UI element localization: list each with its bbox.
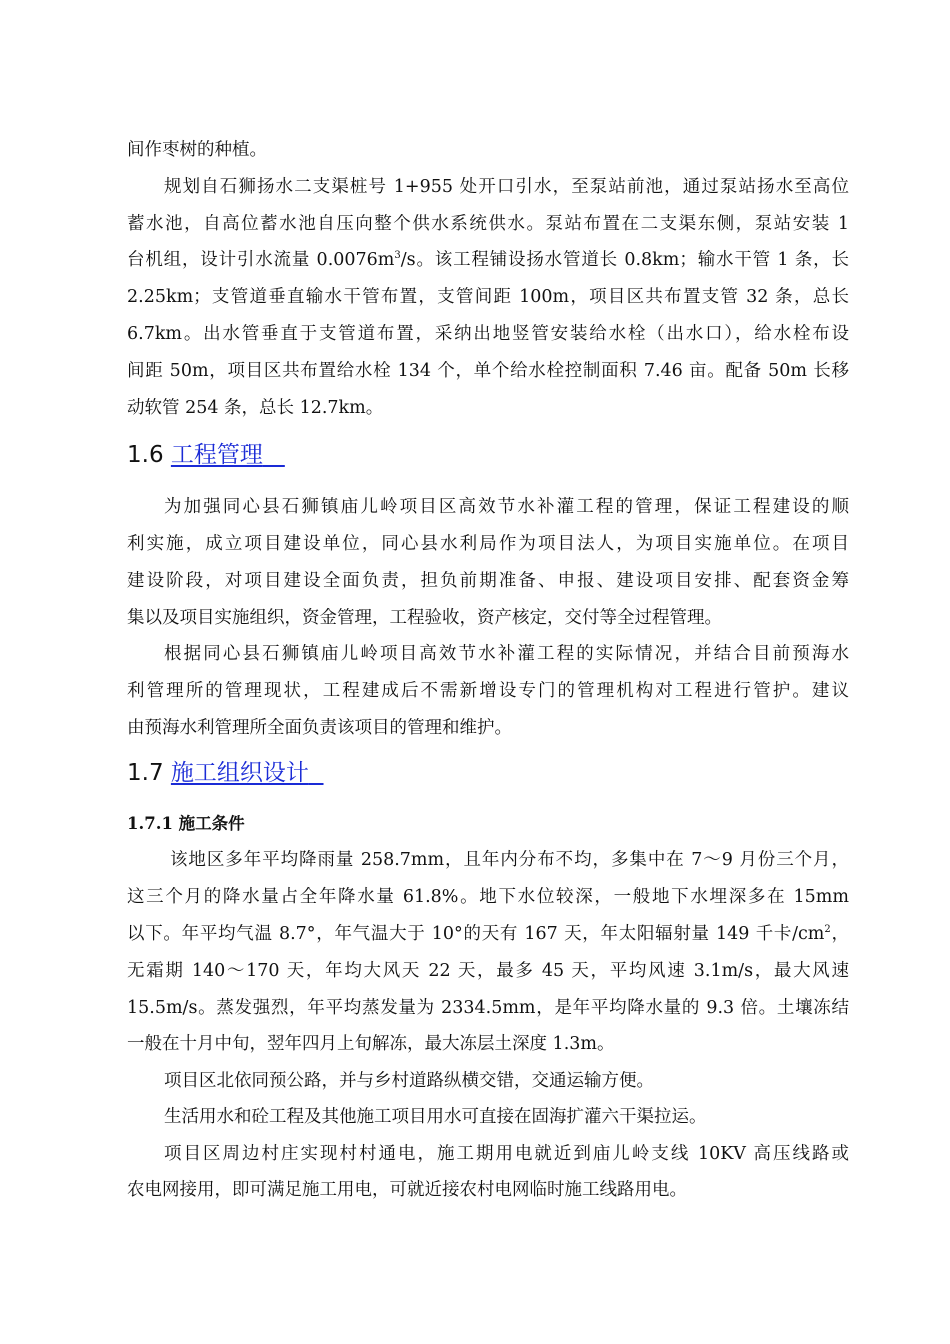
cond-para-line-2: 这三个月的降水量占全年降水量 61.8%。地下水位较深，一般地下水埋深多在 15mm xyxy=(127,887,849,907)
mgmt-para1-line-4: 集以及项目实施组织，资金管理，工程验收，资产核定，交付等全过程管理。 xyxy=(127,608,722,628)
mgmt-para2-line-1: 根据同心县石狮镇庙儿岭项目高效节水补灌工程的实际情况，并结合目前预海水 xyxy=(164,644,849,664)
superscript-3: 3 xyxy=(394,250,401,262)
mgmt-para1-line-2: 利实施，成立项目建设单位，同心县水利局作为项目法人，为项目实施单位。在项目 xyxy=(127,534,849,554)
section-1-7-heading xyxy=(127,758,324,788)
cond-para-line-3 xyxy=(127,922,849,946)
cond-para-line-3b: ， xyxy=(830,924,849,944)
water-para-line-4: 2.25km；支管道垂直输水干管布置，支管间距 100m，项目区共布置支管 32 条，总长 xyxy=(127,287,849,307)
subsection-1-7-1-heading: 1.7.1 施工条件 xyxy=(127,814,245,833)
section-1-6-heading xyxy=(127,440,285,470)
section-1-6-title-link[interactable]: 工程管理 xyxy=(170,442,263,468)
section-1-7-number: 1.7 xyxy=(127,760,171,786)
water-para-line-3b: /s。该工程铺设扬水管道长 0.8km；输水干管 1 条，长 xyxy=(400,250,849,270)
cond-para-line-6: 一般在十月中旬，翌年四月上旬解冻，最大冻层土深度 1.3m。 xyxy=(127,1034,615,1054)
traffic-para: 项目区北依同预公路，并与乡村道路纵横交错，交通运输方便。 xyxy=(164,1071,654,1091)
water-para-line-7: 动软管 254 条，总长 12.7km。 xyxy=(127,398,384,418)
mgmt-para1-line-3: 建设阶段，对项目建设全面负责，担负前期准备、申报、建设项目安排、配套资金筹 xyxy=(127,571,849,591)
section-1-7-underline-tail xyxy=(309,760,324,786)
superscript-2: 2 xyxy=(824,924,831,936)
cond-para-line-4: 无霜期 140～170 天，年均大风天 22 天，最多 45 天，平均风速 3.1m/s，最大风速 xyxy=(127,961,849,981)
section-1-6-number: 1.6 xyxy=(127,442,171,468)
mgmt-para2-line-3: 由预海水利管理所全面负责该项目的管理和维护。 xyxy=(127,718,512,738)
water-para-line-6: 间距 50m，项目区共布置给水栓 134 个，单个给水栓控制面积 7.46 亩。配备 50m 长移 xyxy=(127,361,849,381)
water-para-line-3 xyxy=(127,248,849,272)
water-para-line-1: 规划自石狮扬水二支渠桩号 1+955 处开口引水，至泵站前池，通过泵站扬水至高位 xyxy=(164,177,849,197)
water-supply-para: 生活用水和砼工程及其他施工项目用水可直接在固海扩灌六干渠拉运。 xyxy=(164,1107,707,1127)
cond-para-line-1: 该地区多年平均降雨量 258.7mm，且年内分布不均，多集中在 7～9 月份三个月， xyxy=(170,850,849,870)
cond-para-line-5: 15.5m/s。蒸发强烈，年平均蒸发量为 2334.5mm，是年平均降水量的 9.3 倍。土壤冻结 xyxy=(127,998,849,1018)
cond-para-line-3a: 以下。年平均气温 8.7°，年气温大于 10°的天有 167 天，年太阳辐射量 149 千卡/cm xyxy=(127,924,825,944)
mgmt-para1-line-1: 为加强同心县石狮镇庙儿岭项目区高效节水补灌工程的管理，保证工程建设的顺 xyxy=(164,497,849,517)
section-1-7-title-link[interactable]: 施工组织设计 xyxy=(170,760,309,786)
power-para-line-1: 项目区周边村庄实现村村通电，施工期用电就近到庙儿岭支线 10KV 高压线路或 xyxy=(164,1144,849,1164)
section-1-6-underline-tail xyxy=(263,442,285,468)
water-para-line-2: 蓄水池，自高位蓄水池自压向整个供水系统供水。泵站布置在二支渠东侧，泵站安装 1 xyxy=(127,214,849,234)
mgmt-para2-line-2: 利管理所的管理现状，工程建成后不需新增设专门的管理机构对工程进行管护。建议 xyxy=(127,681,849,701)
power-para-line-2: 农电网接用，即可满足施工用电，可就近接农村电网临时施工线路用电。 xyxy=(127,1180,687,1200)
water-para-line-5: 6.7km。出水管垂直于支管道布置，采纳出地竖管安装给水栓（出水口），给水栓布设 xyxy=(127,324,849,344)
intro-line: 间作枣树的种植。 xyxy=(127,140,267,160)
water-para-line-3a: 台机组，设计引水流量 0.0076m xyxy=(127,250,395,270)
